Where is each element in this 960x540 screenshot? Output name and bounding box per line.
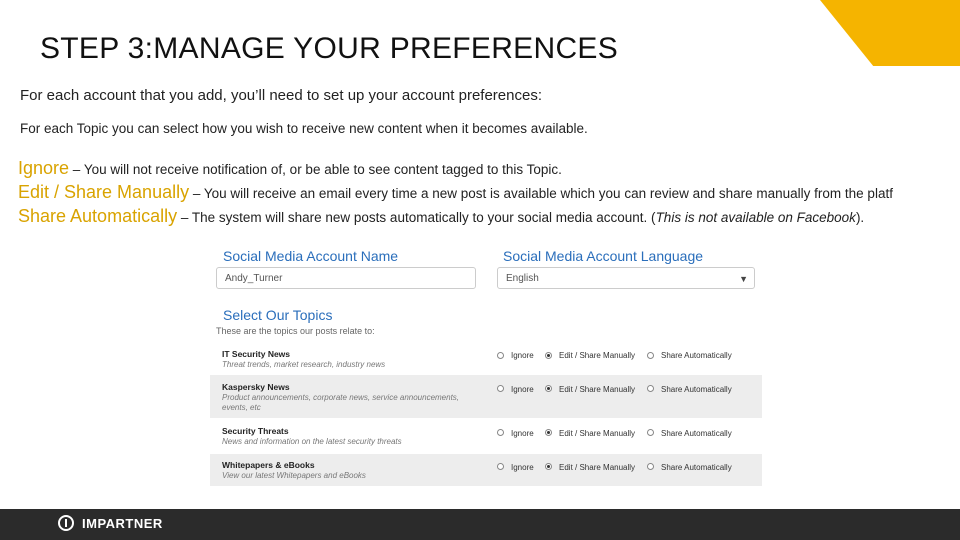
radio-ignore-label: Ignore <box>511 351 534 360</box>
radio-share-manually[interactable] <box>545 352 552 359</box>
language-select[interactable] <box>497 267 755 289</box>
radio-share-manually-label: Edit / Share Manually <box>559 463 636 472</box>
radio-share-manually-label: Edit / Share Manually <box>559 351 636 360</box>
radio-ignore[interactable] <box>497 352 504 359</box>
option-description: – You will not receive notification of, or be able to see content tagged to this Topic. <box>69 162 562 177</box>
topic-name: Whitepapers & eBooks <box>222 460 315 470</box>
radio-ignore-label: Ignore <box>511 429 534 438</box>
option-keyword: Edit / Share Manually <box>18 182 190 202</box>
radio-share-manually[interactable] <box>545 385 552 392</box>
radio-ignore[interactable] <box>497 463 504 470</box>
option-keyword: Share Automatically <box>18 206 178 226</box>
radio-share-automatically-label: Share Automatically <box>661 463 732 472</box>
radio-share-manually-label: Edit / Share Manually <box>559 385 636 394</box>
radio-ignore-label: Ignore <box>511 385 534 394</box>
topics-subheading: These are the topics our posts relate to: <box>216 326 375 336</box>
radio-share-automatically-label: Share Automatically <box>661 429 732 438</box>
topics-heading: Select Our Topics <box>223 307 333 323</box>
radio-ignore[interactable] <box>497 385 504 392</box>
option-tail: ). <box>855 210 865 225</box>
topic-description: View our latest Whitepapers and eBooks <box>222 471 366 480</box>
preferences-form-screenshot <box>210 244 762 486</box>
account-name-label: Social Media Account Name <box>223 248 399 264</box>
option-note: This is not available on Facebook <box>655 210 856 225</box>
brand-logo-text: IMPARTNER <box>82 516 163 531</box>
topic-row <box>210 375 762 418</box>
footer-bar <box>0 509 960 540</box>
topic-name: IT Security News <box>222 349 291 359</box>
option-keyword: Ignore <box>18 158 70 178</box>
radio-share-manually-label: Edit / Share Manually <box>559 429 636 438</box>
radio-share-manually[interactable] <box>545 463 552 470</box>
radio-share-manually[interactable] <box>545 429 552 436</box>
radio-ignore-label: Ignore <box>511 463 534 472</box>
radio-share-automatically[interactable] <box>647 463 654 470</box>
slide-title: STEP 3:MANAGE YOUR PREFERENCES <box>40 32 619 65</box>
language-select-value: English <box>506 273 539 284</box>
intro-text: For each account that you add, you’ll need to set up your account preferences: <box>20 87 542 104</box>
accent-shape <box>820 0 960 66</box>
topic-description: News and information on the latest security threats <box>222 437 402 446</box>
option-share-manually <box>18 182 960 203</box>
chevron-down-icon: ▼ <box>739 274 748 284</box>
option-description: – You will receive an email every time a new post is available which you can review and share manually from the platf <box>189 186 893 201</box>
radio-ignore[interactable] <box>497 429 504 436</box>
topic-name: Security Threats <box>222 426 289 436</box>
option-share-automatically <box>18 206 960 227</box>
option-description: – The system will share new posts automatically to your social media account. ( <box>177 210 656 225</box>
impartner-logo-icon <box>58 515 74 531</box>
topic-description: Threat trends, market research, industry news <box>222 360 386 369</box>
option-ignore <box>18 158 960 179</box>
topic-description: Product announcements, corporate news, service announcements, events, etc <box>222 393 460 412</box>
account-name-input[interactable]: Andy_Turner <box>216 267 476 289</box>
radio-share-automatically-label: Share Automatically <box>661 385 732 394</box>
radio-share-automatically-label: Share Automatically <box>661 351 732 360</box>
topic-row <box>210 344 762 374</box>
radio-share-automatically[interactable] <box>647 352 654 359</box>
topic-row <box>210 454 762 486</box>
topic-name: Kaspersky News <box>222 382 290 392</box>
topic-instruction-text: For each Topic you can select how you wish to receive new content when it becomes available. <box>20 121 588 136</box>
topic-row <box>210 420 762 452</box>
radio-share-automatically[interactable] <box>647 385 654 392</box>
account-language-label: Social Media Account Language <box>503 248 704 264</box>
radio-share-automatically[interactable] <box>647 429 654 436</box>
